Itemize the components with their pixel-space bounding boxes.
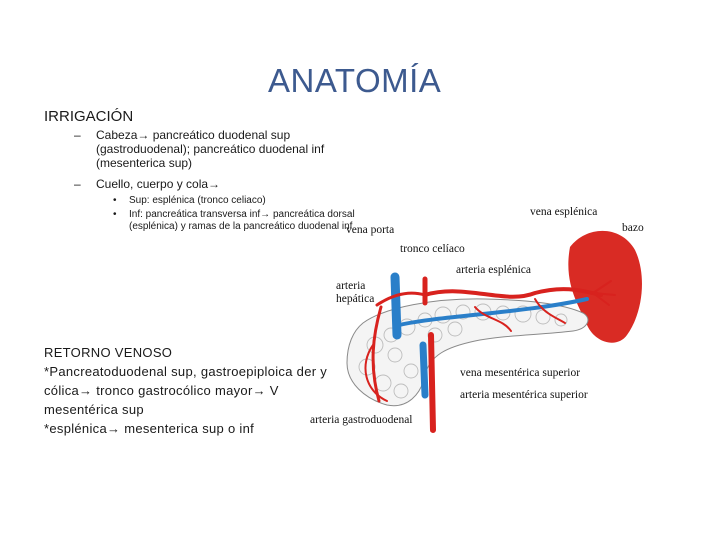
label-vena-porta: vena porta: [346, 224, 395, 236]
dash-bullet: –: [74, 177, 81, 191]
slide-title: ANATOMÍA: [268, 62, 442, 99]
label-tronco-celiaco: tronco celíaco: [400, 243, 465, 255]
subitem-text: Inf: pancreática transversa inf→ pancreática dorsal (esplénica) y ramas de la pancreático duodenal inf: [129, 209, 355, 232]
label-bazo: bazo: [622, 222, 644, 234]
dot-bullet: •: [113, 209, 117, 220]
retorno-heading: RETORNO VENOSO: [44, 345, 173, 360]
label-arteria-mesenterica-superior: arteria mesentérica superior: [460, 389, 588, 401]
irrigacion-item-text: Cuello, cuerpo y cola→: [96, 177, 221, 191]
superior-mesenteric-artery: [431, 335, 433, 430]
label-vena-esplenica: vena esplénica: [530, 206, 598, 218]
retorno-venoso-block: [44, 343, 329, 438]
label-vena-mesenterica-superior: vena mesentérica superior: [460, 367, 581, 379]
dot-bullet: •: [113, 195, 117, 206]
superior-mesenteric-vein: [423, 345, 425, 395]
label-arteria-esplenica: arteria esplénica: [456, 264, 532, 276]
label-arteria-hepatica: arteria hepática: [336, 280, 375, 305]
label-arteria-gastroduodenal: arteria gastroduodenal: [310, 414, 413, 426]
irrigacion-item-text: Cabeza→ pancreático duodenal sup (gastroduodenal); pancreático duodenal inf (mesenterica sup): [96, 128, 325, 170]
dash-bullet: –: [74, 128, 81, 142]
subitem-text: Sup: esplénica (tronco celiaco): [129, 195, 266, 206]
retorno-line: *Pancreatoduodenal sup, gastroepiploica der y cólica→ tronco gastrocólico mayor→ V mesentérica sup: [44, 364, 328, 417]
irrigacion-heading: IRRIGACIÓN: [44, 108, 134, 125]
retorno-line: *esplénica→ mesenterica sup o inf: [44, 421, 255, 436]
